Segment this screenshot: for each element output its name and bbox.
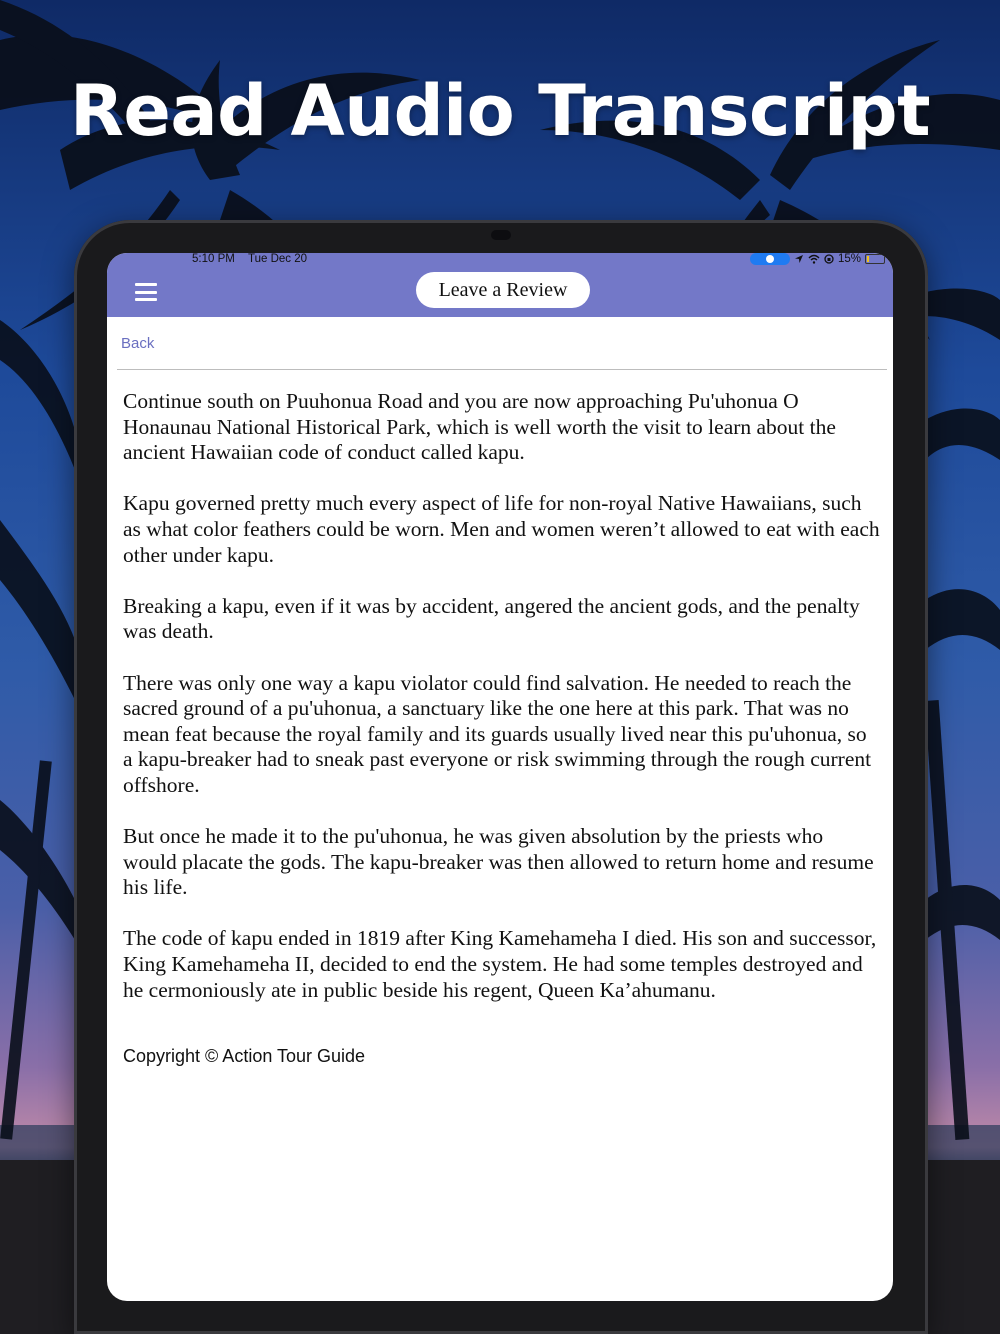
status-bar	[107, 253, 893, 267]
leave-review-button[interactable]: Leave a Review	[416, 272, 590, 308]
transcript-text	[123, 389, 881, 1029]
copyright-text: Copyright © Action Tour Guide	[123, 1046, 366, 1066]
transcript-paragraph: But once he made it to the pu'uhonua, he was given absolution by the priests who would placate the gods. The kapu-breaker was then allowed to return home and resume his life.	[123, 824, 874, 900]
status-time: 5:10 PM	[192, 253, 235, 265]
back-link[interactable]: Back	[121, 335, 155, 352]
hamburger-menu-icon[interactable]	[135, 283, 157, 301]
transcript-paragraph: Kapu governed pretty much every aspect of life for non-royal Native Hawaiians, such as what color feathers could be worn. Men and women weren’t allowed to eat with each other under kapu.	[123, 491, 880, 567]
transcript-paragraph: The code of kapu ended in 1819 after King Kamehameha I died. His son and successor, King Kamehameha II, decided to end the system. He had some temples destroyed and he cermoniously ate in public beside his regent, Queen Ka’ahumanu.	[123, 926, 877, 1002]
page-headline: Read Audio Transcript	[69, 70, 931, 152]
status-indicators	[750, 253, 885, 265]
location-arrow-icon	[794, 254, 804, 264]
battery-percent: 15%	[837, 253, 861, 265]
transcript-paragraph: Breaking a kapu, even if it was by accident, angered the ancient gods, and the penalty was death.	[123, 593, 860, 644]
screen-recording-icon	[750, 253, 790, 265]
status-date: Tue Dec 20	[248, 253, 308, 265]
orientation-lock-icon	[824, 254, 834, 264]
transcript-paragraph: Continue south on Puuhonua Road and you are now approaching Pu'uhonua O Honaunau National Historical Park, which is well worth the visit to learn about the ancient Hawaiian code of conduct called kapu.	[123, 389, 836, 465]
divider	[117, 369, 887, 370]
wifi-icon	[808, 254, 820, 264]
app-screen	[107, 253, 893, 1301]
battery-icon	[865, 254, 885, 264]
tablet-frame	[74, 220, 928, 1334]
camera-icon	[491, 230, 511, 240]
app-bar	[107, 253, 893, 317]
transcript-paragraph: There was only one way a kapu violator could find salvation. He needed to reach the sacred ground of a pu'uhonua, a sanctuary like the one here at this park. That was no mean feat because the royal family and its guards usually lived near this pu'uhonua, so a kapu-breaker had to sneak past everyone or risk swimming through the rough current offshore.	[123, 670, 872, 797]
